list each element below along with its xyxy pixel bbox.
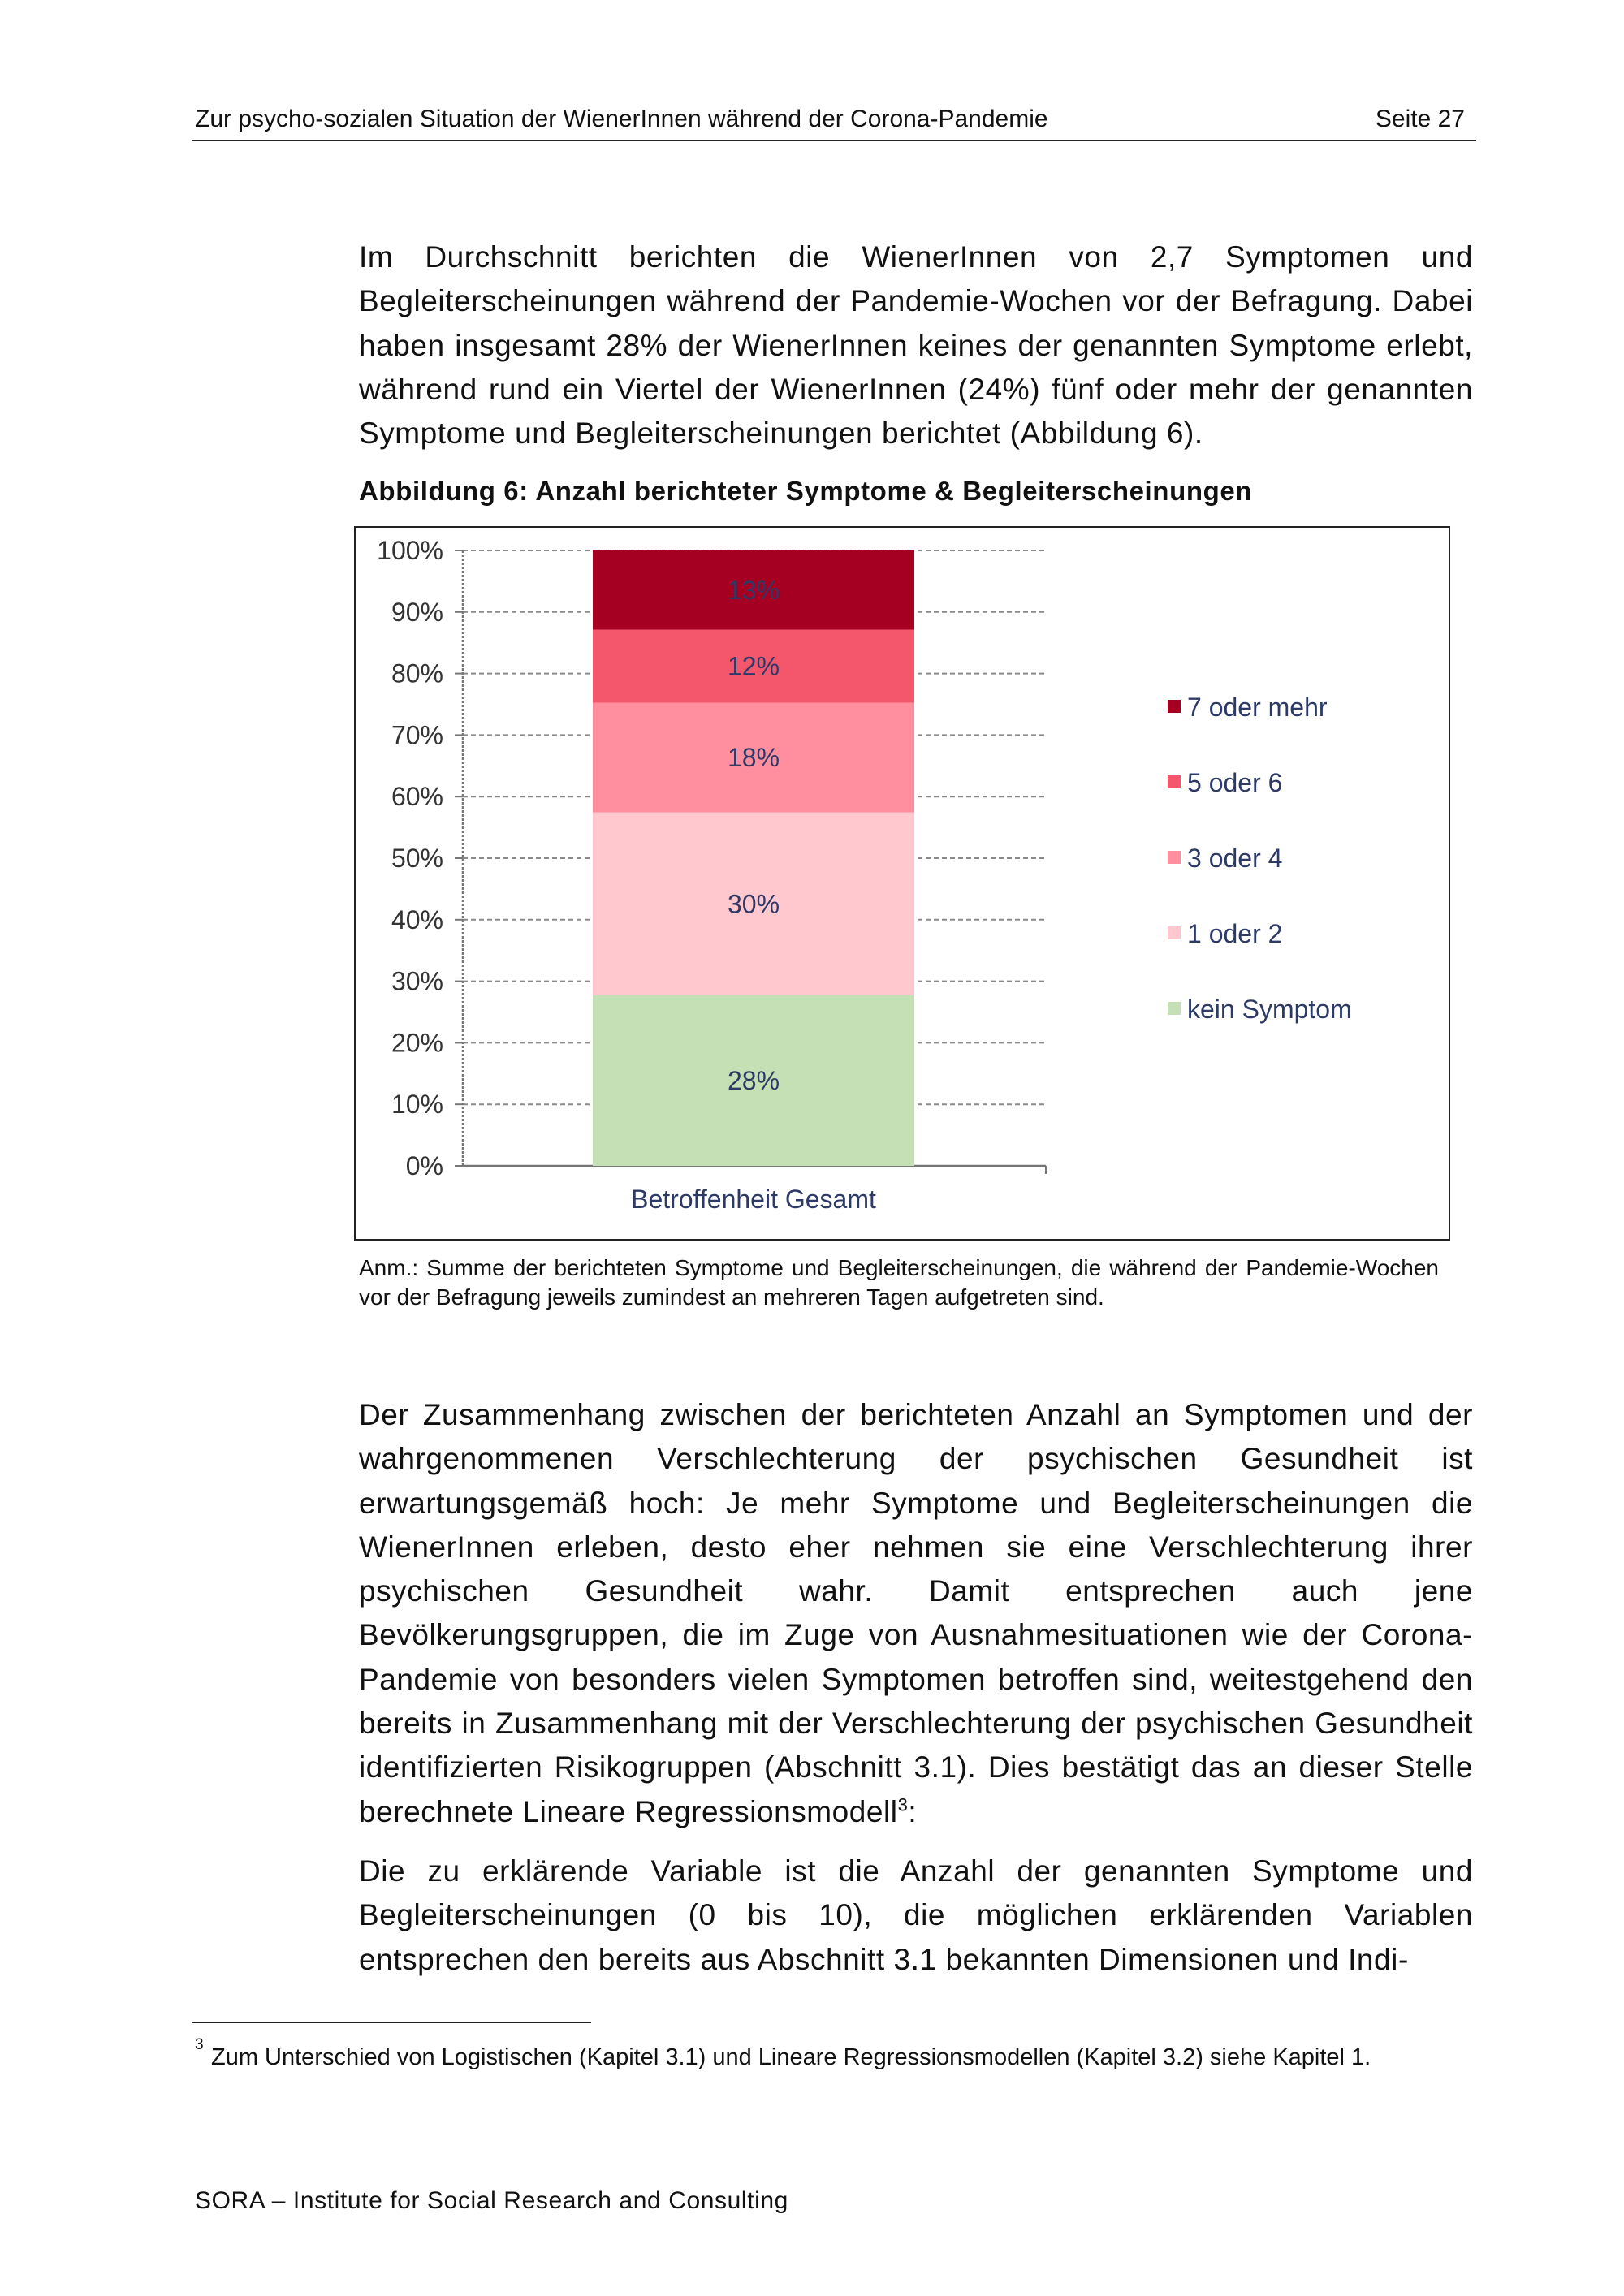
data-label: 28% <box>727 1065 780 1095</box>
paragraph-regression-text: Der Zusammenhang zwischen der berichteten Anzahl an Symptomen und der wahrgenommenen Verschlechterung der psychischen Gesundheit ist erwartungsgemäß hoch: Je mehr Symptome und Begleiterscheinungen die WienerInnen erleben, desto eher nehmen sie eine Verschlechterung ihrer psychischen Gesundheit wahr. Damit entsprechen auch jene Bevölkerungsgruppen, die im Zuge von Ausnahmesituationen wie der Corona-Pandemie von besonders vielen Symptomen betroffen sind, weitestgehend den bereits in Zusammenhang mit der Verschlechterung der psychischen Gesundheit identifizierten Risikogruppen (Abschnitt 3.1). Dies bestätigt das an dieser Stelle berechnete Lineare Regressionsmodell <box>359 1398 1473 1828</box>
paragraph-regression-tail: : <box>908 1794 918 1828</box>
data-label: 30% <box>727 889 780 919</box>
y-tick-label: 100% <box>377 536 443 565</box>
page-footer: SORA – Institute for Social Research and Consulting <box>195 2187 788 2214</box>
data-label: 13% <box>727 575 780 605</box>
y-tick-label: 40% <box>391 904 443 934</box>
footnote-text: Zum Unterschied von Logistischen (Kapitel 3.1) und Lineare Regressionsmodellen (Kapitel 3.2) siehe Kapitel 1. <box>211 2044 1371 2070</box>
chart-frame <box>354 526 1450 1241</box>
y-tick-label: 10% <box>391 1090 443 1120</box>
data-label: 18% <box>727 743 780 773</box>
header-title: Zur psycho-sozialen Situation der WienerInnen während der Corona-Pandemie <box>195 106 1048 132</box>
footnote-number: 3 <box>195 2036 204 2053</box>
paragraph-variables: Die zu erklärende Variable ist die Anzahl der genannten Symptome und Begleiterscheinungen (0 bis 10), die möglichen erklärenden Variablen entsprechen den bereits aus Abschnitt 3.1 bekannten Dimensionen und Indi- <box>359 1854 1473 1976</box>
y-tick-label: 60% <box>391 782 443 812</box>
y-tick-label: 50% <box>391 844 443 873</box>
footnote-reference[interactable]: 3 <box>897 1794 909 1815</box>
y-tick-label: 30% <box>391 966 443 996</box>
legend-swatch <box>1168 775 1181 788</box>
legend-label: 5 oder 6 <box>1187 768 1283 797</box>
legend-label: kein Symptom <box>1187 995 1352 1024</box>
page-number: Seite 27 <box>1375 106 1465 132</box>
legend-swatch <box>1168 1002 1181 1015</box>
y-tick-label: 0% <box>405 1151 443 1180</box>
legend-swatch <box>1168 700 1181 713</box>
figure-annotation: Anm.: Summe der berichteten Symptome und Begleiterscheinungen, die während der Pandemie-Wochen vor der Befragung jeweils zumindest an mehreren Tagen aufgetreten sind. <box>359 1255 1439 1310</box>
y-tick-label: 90% <box>391 597 443 627</box>
y-tick-label: 70% <box>391 720 443 750</box>
page-header <box>192 102 1476 141</box>
paragraph-regression <box>359 1393 1473 1834</box>
figure-caption: Abbildung 6: Anzahl berichteter Symptome & Begleiterscheinungen <box>359 476 1253 506</box>
legend-label: 3 oder 4 <box>1187 844 1283 873</box>
legend-swatch <box>1168 926 1181 939</box>
legend-label: 1 oder 2 <box>1187 919 1283 948</box>
legend-swatch <box>1168 851 1181 864</box>
paragraph-intro: Im Durchschnitt berichten die WienerInnen von 2,7 Symptomen und Begleiterscheinungen während der Pandemie-Wochen vor der Befragung. Dabei haben insgesamt 28% der WienerInnen keines der genannten Symptome erlebt, während rund ein Viertel der WienerInnen (24%) fünf oder mehr der genannten Symptome und Begleiterscheinungen berichtet (Abbildung 6). <box>359 240 1473 451</box>
legend-label: 7 oder mehr <box>1187 693 1328 722</box>
y-tick-label: 80% <box>391 658 443 688</box>
data-label: 12% <box>727 651 780 681</box>
x-category-label: Betroffenheit Gesamt <box>631 1185 876 1214</box>
y-tick-label: 20% <box>391 1028 443 1058</box>
stacked-bar-chart <box>356 528 1448 1238</box>
footnote-divider <box>192 2022 591 2023</box>
